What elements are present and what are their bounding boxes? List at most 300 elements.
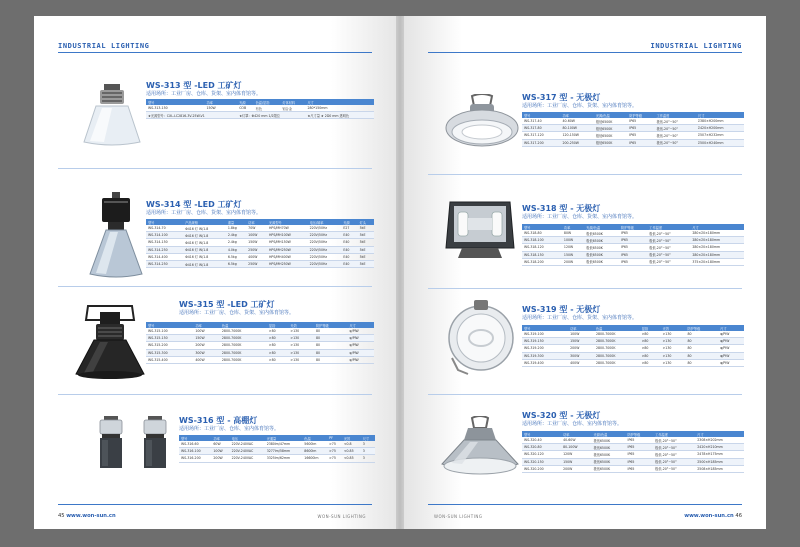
induction-lamp-image xyxy=(446,298,516,376)
table-cell: 2800-7000K xyxy=(220,356,267,363)
table-cell: 220V-240VAC xyxy=(230,455,265,462)
table-cell: WS-315-300 xyxy=(146,349,193,356)
col-header: 光源 xyxy=(341,219,357,225)
col-header: 功率 xyxy=(561,431,591,437)
table-row xyxy=(522,465,744,472)
table-cell: <0.85 xyxy=(342,455,361,462)
product-usage: 适用场所：工业厂房、仓库、货架、室内体育馆等。 xyxy=(179,310,295,316)
table-row xyxy=(179,455,375,462)
table-cell: WS-319-300 xyxy=(522,352,568,359)
table-cell: 2800-7000K xyxy=(220,335,267,342)
spec-table xyxy=(146,322,374,364)
table-cell: WS-314-400 xyxy=(146,253,183,260)
table-cell: E40 xyxy=(341,239,357,246)
product-usage: 适用场所：工业厂房、仓库、室内体育馆等。 xyxy=(522,421,623,427)
table-cell: IP65 xyxy=(619,230,647,237)
table-cell: WS-315-400 xyxy=(146,356,193,363)
brand-footer: WON-SUN LIGHTING xyxy=(434,514,483,519)
table-cell: IP65 xyxy=(626,458,654,465)
table-cell: 极低-20°~50° xyxy=(647,244,690,251)
table-cell: 80 xyxy=(314,335,348,342)
col-header: 工作温度 xyxy=(655,112,696,118)
col-header: 灯头 xyxy=(358,219,374,225)
table-cell: φ/PIW xyxy=(348,356,374,363)
col-header: 显指 xyxy=(640,325,661,331)
table-cell: 极低-20°~50° xyxy=(647,230,690,237)
table-cell: 80-100W xyxy=(561,444,591,451)
table-cell: WS-319-200 xyxy=(522,345,568,352)
table-cell: WS-319-100 xyxy=(522,331,568,338)
table-cell: HPS/MH250W xyxy=(267,246,308,253)
table-cell: IP65 xyxy=(626,465,654,472)
table-cell: >130 xyxy=(661,331,686,338)
table-row xyxy=(522,237,744,244)
table-cell: >80 xyxy=(640,359,661,366)
table-cell: WS-320-40 xyxy=(522,437,561,444)
table-cell: 5kE xyxy=(358,246,374,253)
table-cell: 极低-20°~50° xyxy=(655,139,696,146)
table-row xyxy=(146,335,374,342)
table-cell: 极低-20°~50° xyxy=(647,258,690,265)
table-row xyxy=(146,260,374,267)
table-cell: WS-313-150 xyxy=(146,105,204,112)
table-cell: 200-250W xyxy=(560,139,593,146)
table-cell: IP65 xyxy=(619,258,647,265)
table-cell: WS-315-200 xyxy=(146,342,193,349)
table-cell: 极低6500K xyxy=(584,237,619,244)
col-header: 尺寸 xyxy=(690,224,744,230)
table-cell: HPS/MH70W xyxy=(267,225,308,232)
table-cell: 极低-20°~50° xyxy=(655,125,696,132)
table-cell: IP65 xyxy=(627,118,654,125)
table-cell: 极低6500K xyxy=(592,437,626,444)
table-cell: IP65 xyxy=(619,251,647,258)
table-cell: φ/PIW xyxy=(718,359,744,366)
table-cell: >75 xyxy=(327,455,342,462)
table-cell: >80 xyxy=(640,331,661,338)
table-row xyxy=(522,139,744,146)
table-cell: 2800-7000K xyxy=(594,345,640,352)
product-usage: 适用场所：工业厂房、仓库、货架、室内体育馆等。 xyxy=(146,210,262,216)
table-row xyxy=(522,251,744,258)
table-row xyxy=(146,246,374,253)
page-footer xyxy=(684,513,742,519)
table-cell: >80 xyxy=(640,352,661,359)
table-cell: 极低-20°~50° xyxy=(653,437,695,444)
table-cell: φ/PIW xyxy=(348,335,374,342)
table-cell: 2800-7000K xyxy=(594,331,640,338)
table-cell: 150W xyxy=(246,239,267,246)
table-cell: 极低6500K xyxy=(592,444,626,451)
table-cell: WS-320-80 xyxy=(522,444,561,451)
col-header: 功率 xyxy=(246,219,267,225)
product-name: 型 - 无极灯 xyxy=(559,204,601,213)
table-cell: 5kE xyxy=(358,239,374,246)
table-cell: E40 xyxy=(341,246,357,253)
table-cell: IP65 xyxy=(627,125,654,132)
table-cell: 200W xyxy=(561,465,591,472)
table-cell: 极低-20°~50° xyxy=(647,251,690,258)
col-header: 防护等级 xyxy=(627,112,654,118)
table-cell: 铝合金 xyxy=(280,105,305,112)
product-name: 型 - 无极灯 xyxy=(559,305,601,314)
col-header: 尺寸 xyxy=(696,112,744,118)
spec-table xyxy=(522,325,744,367)
table-cell: Σ308×H202mm xyxy=(695,437,744,444)
page-footer xyxy=(58,513,116,519)
table-cell: φ/PIW xyxy=(718,352,744,359)
table-cell: 3325lm/62mm xyxy=(265,455,303,462)
table-cell: WS-318-100 xyxy=(522,237,562,244)
table-cell: WS-316-200 xyxy=(179,455,211,462)
table-cell: 150W xyxy=(562,251,584,258)
table-cell: 400W xyxy=(193,356,220,363)
table-cell: 极低-20°~50° xyxy=(653,465,695,472)
table-cell: >80 xyxy=(267,328,289,335)
col-header: 型号 xyxy=(146,322,193,328)
table-cell: HPS/MH400W xyxy=(267,253,308,260)
page-number: 45 xyxy=(58,513,65,519)
table-cell: E40 xyxy=(341,260,357,267)
table-cell: <0.85 xyxy=(342,448,361,455)
product-model: WS-316 xyxy=(179,416,214,425)
page-number: 46 xyxy=(735,513,742,519)
product-name: 型 - 高棚灯 xyxy=(216,416,258,425)
table-cell: E27 xyxy=(341,225,357,232)
table-cell: >80 xyxy=(267,356,289,363)
table-row xyxy=(522,258,744,265)
led-highbay-lamp-image xyxy=(74,302,146,382)
table-cell: 220V/50Hz xyxy=(308,239,342,246)
table-cell: >80 xyxy=(267,342,289,349)
table-cell: 150W xyxy=(561,458,591,465)
table-row xyxy=(146,253,374,260)
product-model: WS-320 xyxy=(522,411,557,420)
table-cell: E40 xyxy=(341,232,357,239)
table-cell: 375×Σ0×180mm xyxy=(690,258,744,265)
table-cell: 80W xyxy=(562,230,584,237)
table-cell: WS-314-70 xyxy=(146,225,183,232)
table-row xyxy=(522,444,744,451)
table-cell: 200W xyxy=(211,455,229,462)
table-cell: 80 xyxy=(686,345,719,352)
col-header: 光效 xyxy=(288,322,314,328)
table-cell: 极低6500K xyxy=(584,230,619,237)
footer-rule xyxy=(58,504,372,505)
table-cell: WS-319-150 xyxy=(522,338,568,345)
table-cell: IP65 xyxy=(627,139,654,146)
product-usage: 适用场所：工业厂房、仓库、货架、室内体育馆等。 xyxy=(522,214,638,220)
table-cell: 极低6500K xyxy=(584,251,619,258)
product-name: 型 -LED 工矿灯 xyxy=(183,200,242,209)
table-cell: 220V-240VAC xyxy=(230,448,265,455)
table-cell: 220V/50Hz xyxy=(308,225,342,232)
table-cell: 120W xyxy=(562,244,584,251)
col-header: 工作温度 xyxy=(647,224,690,230)
table-cell: <0.8 xyxy=(342,441,361,448)
col-header: 功率 xyxy=(568,325,594,331)
website-link[interactable]: www.won-sun.cn xyxy=(66,513,116,519)
page-header-title: INDUSTRIAL LIGHTING xyxy=(58,42,150,50)
table-cell: WS-314-100 xyxy=(146,232,183,239)
header-rule xyxy=(428,52,742,53)
section-divider xyxy=(58,286,372,287)
table-row xyxy=(522,345,744,352)
col-header: 防护等级 xyxy=(626,431,654,437)
spec-table xyxy=(179,435,375,463)
table-cell: 极低6500K xyxy=(594,139,627,146)
canopy-lamp-image xyxy=(140,416,170,472)
table-cell: φ/PIW xyxy=(718,338,744,345)
table-cell: 3 xyxy=(361,441,375,448)
table-cell: >75 xyxy=(327,441,342,448)
table-cell: 300W xyxy=(193,349,220,356)
table-cell: Φ416 灯 W/1.8 xyxy=(183,239,226,246)
table-cell: Φ416 灯 W/1.8 xyxy=(183,253,226,260)
table-row xyxy=(522,437,744,444)
spec-table xyxy=(522,431,744,473)
col-header: 光源/色温 xyxy=(594,112,627,118)
brand-footer: WON-SUN LIGHTING xyxy=(317,514,366,519)
table-cell: IP65 xyxy=(626,437,654,444)
col-header: 防护等级 xyxy=(619,224,647,230)
col-header: 功率 xyxy=(211,435,229,441)
table-cell: Σ420×H200mm xyxy=(696,125,744,132)
table-cell: 16600lm xyxy=(302,455,327,462)
product-model: WS-319 xyxy=(522,305,557,314)
table-cell: 200W xyxy=(562,258,584,265)
table-cell: 220V/50Hz xyxy=(308,232,342,239)
table-cell: 3 xyxy=(361,455,375,462)
product-name: 型 -LED 工矿灯 xyxy=(216,300,275,309)
table-cell: E40 xyxy=(341,253,357,260)
table-cell: >80 xyxy=(640,345,661,352)
table-cell: 3277lm/58mm xyxy=(265,448,303,455)
table-cell: HPS/MH250W xyxy=(267,260,308,267)
table-cell: 220V-240VAC xyxy=(230,441,265,448)
table-cell: 2.4kg xyxy=(226,232,246,239)
table-cell: WS-314-150 xyxy=(146,239,183,246)
col-header: 型号 xyxy=(146,99,204,105)
product-model: WS-314 xyxy=(146,200,181,209)
table-row xyxy=(146,342,374,349)
col-header: 光源型号 xyxy=(267,219,308,225)
highbay-lamp-image xyxy=(88,192,144,278)
product-model: WS-313 xyxy=(146,81,181,90)
table-cell: 极低6500K xyxy=(592,465,626,472)
table-cell: 5kE xyxy=(358,253,374,260)
page-header-title: INDUSTRIAL LIGHTING xyxy=(650,42,742,50)
product-name: 型 -LED 工矿灯 xyxy=(183,81,242,90)
right-page xyxy=(404,16,766,529)
table-cell: ★光源型号：CXL-LC2816-3V-25W-V1 xyxy=(146,112,237,119)
table-cell: Σ80×Σ0×180mm xyxy=(690,230,744,237)
table-cell: 2800-7000K xyxy=(594,338,640,345)
table-row xyxy=(522,331,744,338)
table-cell: HPS/MH150W xyxy=(267,239,308,246)
table-cell: 2800-7000K xyxy=(594,352,640,359)
induction-lamp-image xyxy=(440,416,520,480)
table-row xyxy=(522,125,744,132)
col-header: 显指 xyxy=(267,322,289,328)
col-header: 色温 xyxy=(302,435,327,441)
table-cell: 150W xyxy=(193,335,220,342)
table-cell: WS-318-200 xyxy=(522,258,562,265)
table-cell: φ/PIW xyxy=(348,349,374,356)
spec-table xyxy=(522,112,744,147)
section-divider xyxy=(58,168,372,169)
table-cell: 220V/50Hz xyxy=(308,253,342,260)
table-cell: WS-317-80 xyxy=(522,125,560,132)
table-cell: Φ416 灯 W/1.8 xyxy=(183,246,226,253)
table-cell: 100W xyxy=(568,331,594,338)
col-header: 型号 xyxy=(522,112,560,118)
table-cell: 极低6500K xyxy=(592,451,626,458)
table-cell: Φ416 灯 W/1.8 xyxy=(183,232,226,239)
table-cell: >80 xyxy=(267,349,289,356)
table-row xyxy=(146,239,374,246)
table-cell: 80 xyxy=(686,331,719,338)
spec-table xyxy=(522,224,744,266)
table-cell: 400W xyxy=(246,253,267,260)
table-cell: >75 xyxy=(327,448,342,455)
col-header: 尺寸 xyxy=(361,435,375,441)
table-cell: IP65 xyxy=(619,237,647,244)
table-cell: IP65 xyxy=(619,244,647,251)
table-cell: WS-316-100 xyxy=(179,448,211,455)
table-cell: φ/PIW xyxy=(348,342,374,349)
table-cell: 100W xyxy=(211,448,229,455)
col-header: 功率 xyxy=(193,322,220,328)
table-cell: 2380lm/47mm xyxy=(265,441,303,448)
product-name: 型 - 无极灯 xyxy=(559,93,601,102)
table-cell: WS-314-250 xyxy=(146,246,183,253)
table-cell: IP65 xyxy=(626,444,654,451)
table-cell: 2800-7000K xyxy=(220,328,267,335)
table-row xyxy=(146,349,374,356)
table-cell: 极低6500K xyxy=(594,118,627,125)
table-cell: 极低-20°~50° xyxy=(653,451,695,458)
spec-table xyxy=(146,99,374,119)
table-cell: 5600lm xyxy=(302,441,327,448)
table-cell: 200W xyxy=(193,342,220,349)
table-cell: 6.5kg xyxy=(226,260,246,267)
table-row xyxy=(179,448,375,455)
col-header: 灯体材料 xyxy=(280,99,305,105)
table-cell: Σ507×H232mm xyxy=(696,132,744,139)
table-cell: 2800-7000K xyxy=(594,359,640,366)
table-cell: 80 xyxy=(686,352,719,359)
table-cell: φ/PIW xyxy=(718,345,744,352)
table-cell: 100W xyxy=(193,328,220,335)
table-row xyxy=(522,338,744,345)
product-usage: 适用场所：工业厂房、仓库、货架、室内体育馆等。 xyxy=(522,315,638,321)
table-cell: 300W xyxy=(568,352,594,359)
table-cell: 5kE xyxy=(358,225,374,232)
table-cell: 极低6500K xyxy=(594,125,627,132)
table-cell: WS-318-120 xyxy=(522,244,562,251)
table-cell: 5kE xyxy=(358,260,374,267)
col-header: PF xyxy=(327,435,342,441)
table-cell: 280*150mm xyxy=(305,105,374,112)
table-cell: 极低6500K xyxy=(594,132,627,139)
section-divider xyxy=(58,394,372,395)
table-cell: 220V/50Hz xyxy=(308,246,342,253)
product-model: WS-315 xyxy=(179,300,214,309)
table-cell: 80-100W xyxy=(560,125,593,132)
col-header: 色温 xyxy=(220,322,267,328)
table-cell: WS-320-120 xyxy=(522,451,561,458)
induction-lamp-image xyxy=(444,94,520,156)
table-cell: Σ80×Σ0×180mm xyxy=(690,237,744,244)
table-cell: WS-320-200 xyxy=(522,465,561,472)
highbay-lamp-image xyxy=(82,84,142,146)
col-header: 光通量 xyxy=(265,435,303,441)
table-cell: WS-314-250 xyxy=(146,260,183,267)
table-cell: 150W xyxy=(568,338,594,345)
col-header: 色温 xyxy=(594,325,640,331)
product-usage: 适用场所：工业厂房、仓库、室内体育馆等。 xyxy=(179,426,280,432)
table-cell: 40-60W xyxy=(561,437,591,444)
table-cell: >130 xyxy=(288,349,314,356)
table-cell: WS-317-120 xyxy=(522,132,560,139)
table-cell: 2.4kg xyxy=(226,239,246,246)
table-cell: 1.8kg xyxy=(226,225,246,232)
table-cell: 6.5kg xyxy=(226,253,246,260)
col-header: 功率 xyxy=(204,99,237,105)
col-header: 电压/频率 xyxy=(308,219,342,225)
table-row xyxy=(522,359,744,366)
table-cell: 80 xyxy=(686,338,719,345)
col-header: 尺寸 xyxy=(695,431,744,437)
table-cell: >130 xyxy=(288,356,314,363)
spec-table xyxy=(146,219,374,268)
table-row xyxy=(146,105,374,112)
table-cell: 极低-20°~50° xyxy=(655,132,696,139)
floodlight-image xyxy=(444,192,516,264)
footer-rule xyxy=(428,504,742,505)
table-cell: >130 xyxy=(661,345,686,352)
col-header: 尺寸 xyxy=(348,322,374,328)
table-cell: WS-320-150 xyxy=(522,458,561,465)
col-header: 尺寸 xyxy=(718,325,744,331)
table-cell: 4.0kg xyxy=(226,246,246,253)
table-cell: Φ416 灯 W/1.8 xyxy=(183,225,226,232)
table-cell: WS-317-200 xyxy=(522,139,560,146)
table-row xyxy=(522,132,744,139)
table-cell: 400W xyxy=(568,359,594,366)
table-cell: 极低6500K xyxy=(584,258,619,265)
table-cell: 250W xyxy=(246,246,267,253)
table-cell: 极低-20°~50° xyxy=(653,444,695,451)
table-cell: IP65 xyxy=(627,132,654,139)
table-cell: 40-60W xyxy=(560,118,593,125)
table-cell: 80 xyxy=(314,356,348,363)
col-header: 工作温度 xyxy=(653,431,695,437)
table-cell: 200W xyxy=(568,345,594,352)
table-cell: 80 xyxy=(314,349,348,356)
product-usage: 适用场所：工业厂房、仓库、货架、室内体育馆等。 xyxy=(522,103,638,109)
website-link[interactable]: www.won-sun.cn xyxy=(684,513,734,519)
col-header: 重量 xyxy=(226,219,246,225)
table-cell: HPS/MH100W xyxy=(267,232,308,239)
col-header: 防护等级 xyxy=(314,322,348,328)
table-cell: 120-150W xyxy=(560,132,593,139)
col-header: 光效 xyxy=(661,325,686,331)
table-cell: >80 xyxy=(640,338,661,345)
table-cell: WS-319-400 xyxy=(522,359,568,366)
col-header: 光源/色温 xyxy=(584,224,619,230)
